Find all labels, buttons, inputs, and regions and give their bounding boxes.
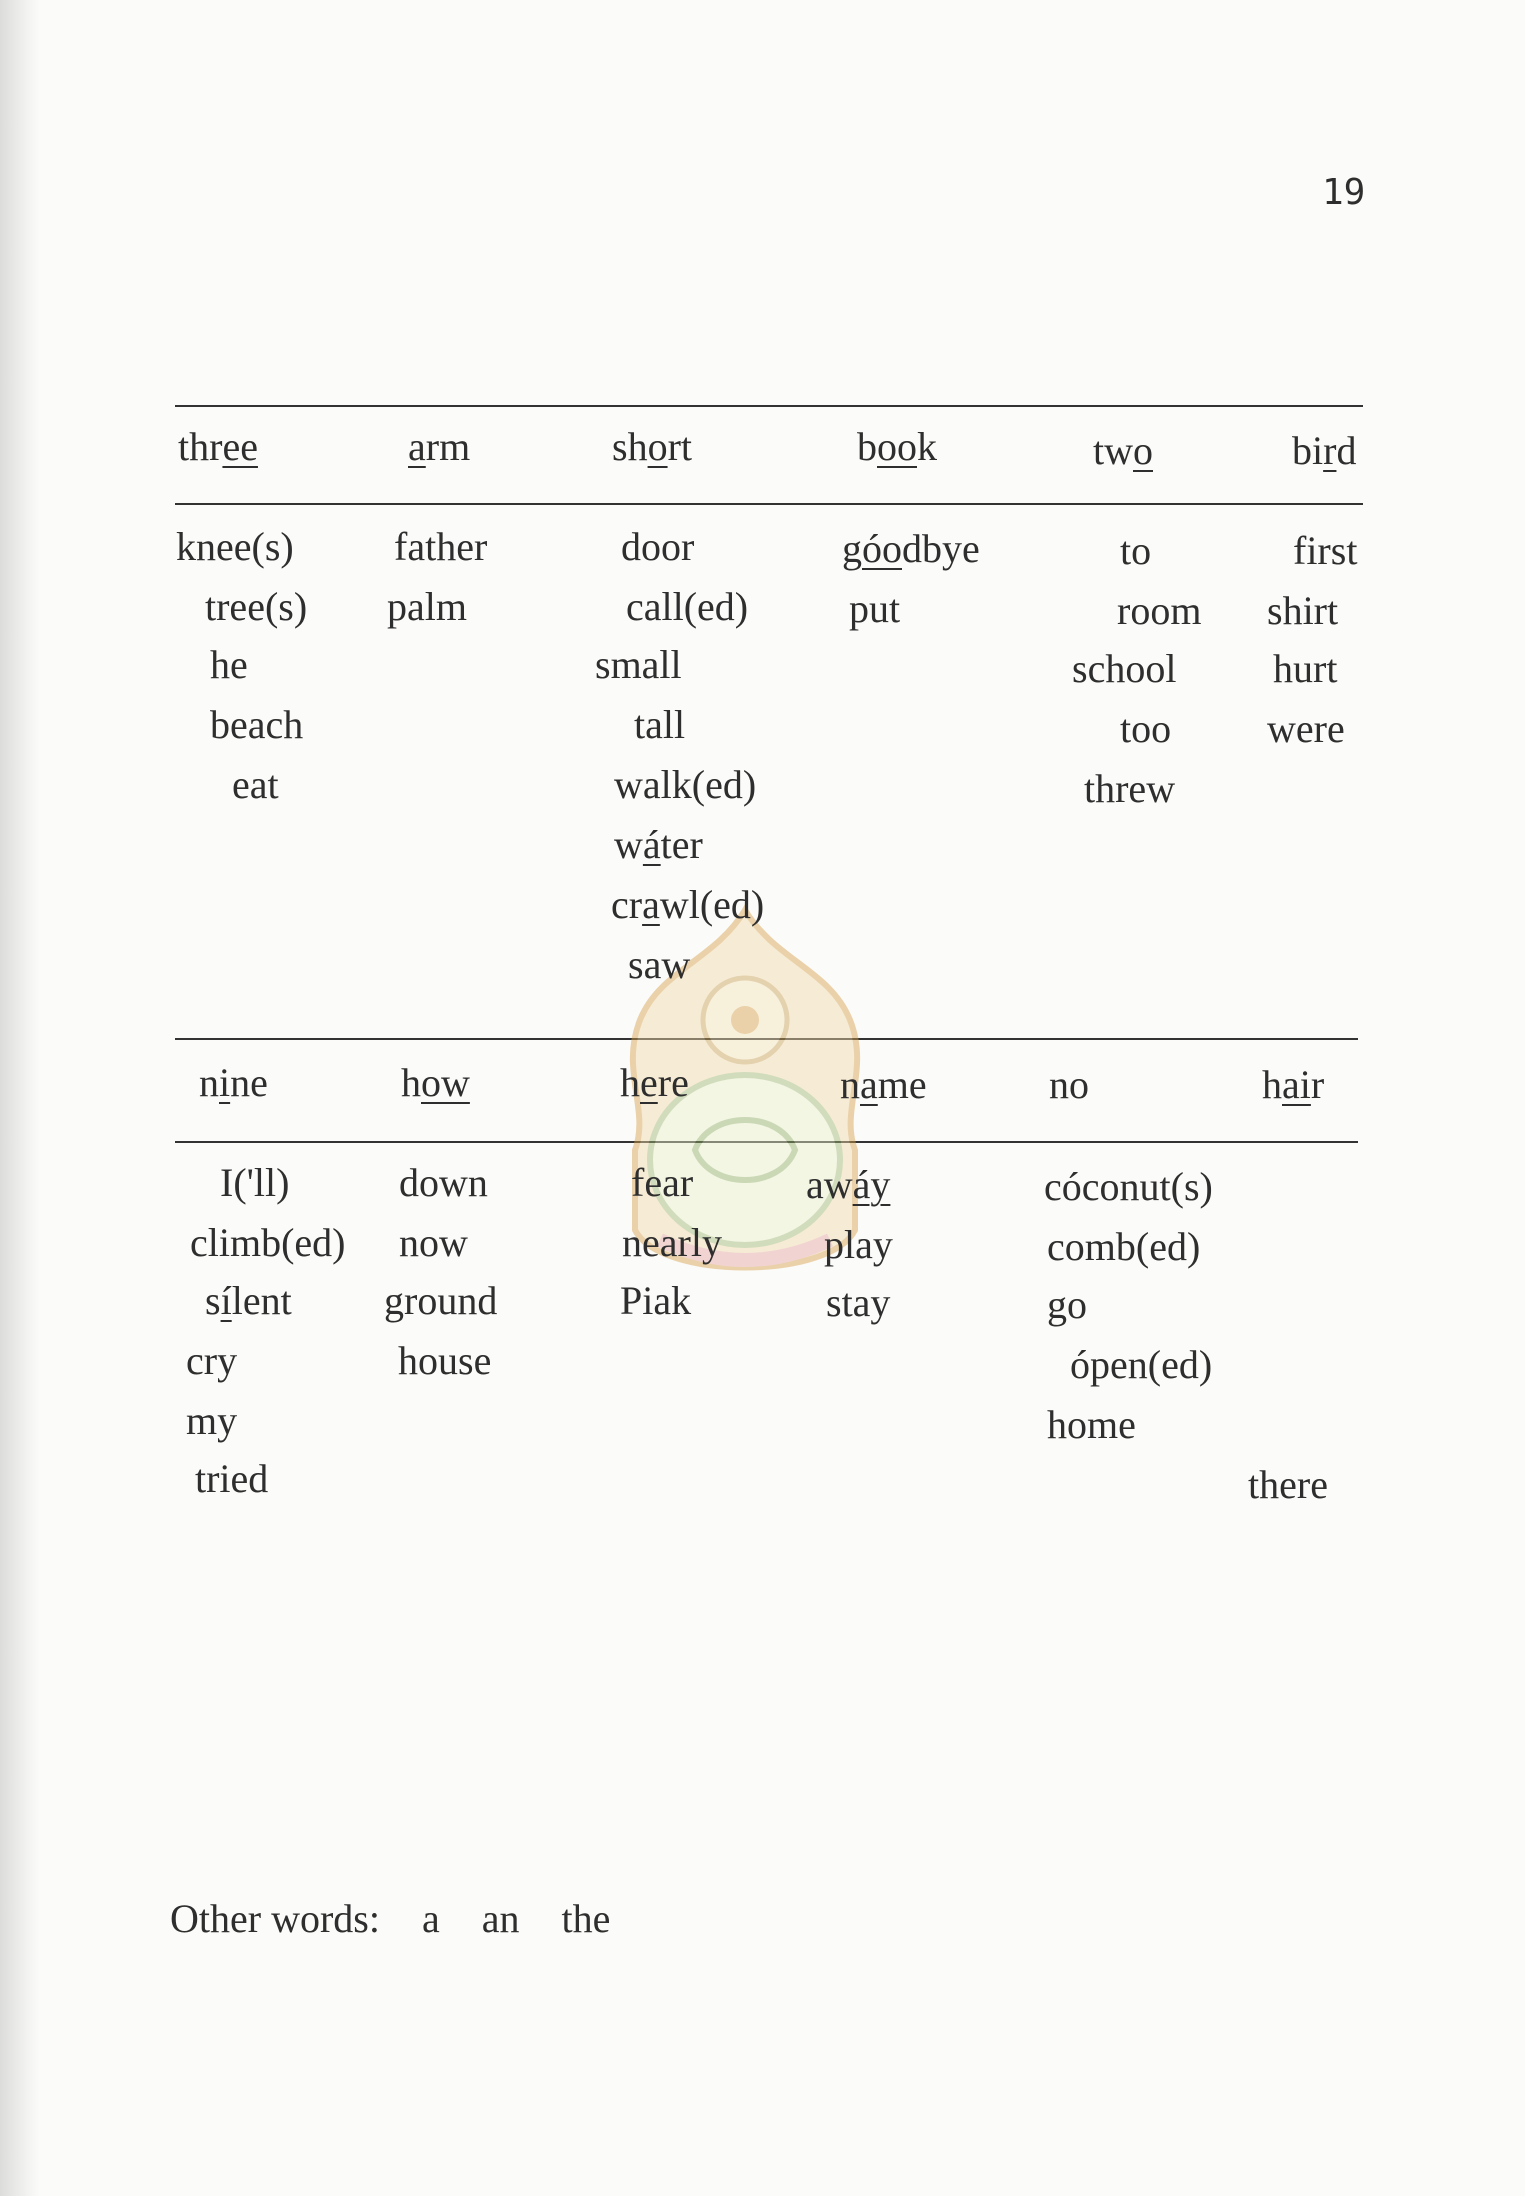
group2-header-here: here	[620, 1060, 689, 1105]
group2-header-nine: nine	[199, 1060, 268, 1105]
word-stay: stay	[826, 1280, 891, 1325]
word-room: room	[1117, 588, 1202, 633]
word-coconut: cóconut(s)	[1044, 1164, 1213, 1209]
word-nearly: nearly	[622, 1220, 722, 1265]
word-home: home	[1047, 1402, 1136, 1447]
word-go: go	[1047, 1282, 1087, 1327]
word-call: call(ed)	[626, 584, 749, 629]
group1-header-rule	[175, 503, 1363, 505]
word-to: to	[1120, 528, 1152, 573]
word-tree: tree(s)	[205, 584, 308, 629]
word-goodbye: góodbye	[842, 526, 980, 571]
group1-header-three: three	[178, 424, 258, 469]
word-father: father	[394, 524, 488, 569]
word-cry: cry	[186, 1338, 238, 1383]
group2-header-how: how	[401, 1060, 470, 1105]
other-word-the: the	[561, 1896, 611, 1941]
word-shirt: shirt	[1267, 588, 1339, 633]
word-ground: ground	[384, 1278, 498, 1323]
word-away: awáy	[806, 1162, 891, 1207]
group1-header-bird: bird	[1292, 428, 1357, 473]
word-house: house	[398, 1338, 492, 1383]
word-hurt: hurt	[1273, 646, 1338, 691]
word-silent: sílent	[205, 1278, 292, 1323]
word-were: were	[1267, 706, 1345, 751]
other-words-line	[170, 1895, 652, 1942]
group1-top-rule	[175, 405, 1363, 407]
word-crawl: crawl(ed)	[611, 882, 765, 927]
word-tried: tried	[195, 1456, 269, 1501]
word-too: too	[1120, 706, 1172, 751]
page-spine-shadow	[0, 0, 40, 2196]
word-tall: tall	[634, 702, 686, 747]
word-threw: threw	[1084, 766, 1176, 811]
word-palm: palm	[387, 584, 467, 629]
word-knee: knee(s)	[176, 524, 294, 569]
word-small: small	[595, 642, 682, 687]
word-there: there	[1248, 1462, 1328, 1507]
word-saw: saw	[628, 942, 691, 987]
word-open: ópen(ed)	[1070, 1342, 1213, 1387]
word-first: first	[1293, 528, 1358, 573]
group1-header-short: short	[612, 424, 693, 469]
word-comb: comb(ed)	[1047, 1224, 1201, 1269]
group1-header-arm: arm	[408, 424, 471, 469]
word-water: wáter	[614, 822, 703, 867]
word-piak: Piak	[620, 1278, 692, 1323]
word-now: now	[399, 1220, 468, 1265]
word-down: down	[399, 1160, 488, 1205]
group2-header-hair: hair	[1262, 1062, 1325, 1107]
group2-header-no: no	[1049, 1062, 1089, 1107]
group2-header-name: name	[840, 1062, 927, 1107]
page-number: 19	[1322, 172, 1366, 213]
word-door: door	[621, 524, 695, 569]
other-word-an: an	[481, 1896, 520, 1941]
word-school: school	[1072, 646, 1177, 691]
word-eat: eat	[232, 762, 279, 807]
word-my: my	[186, 1398, 238, 1443]
word-climb: climb(ed)	[190, 1220, 346, 1265]
word-walk: walk(ed)	[614, 762, 757, 807]
other-word-a: a	[421, 1896, 440, 1941]
word-fear: fear	[631, 1160, 694, 1205]
word-he: he	[210, 642, 248, 687]
group1-header-book: book	[857, 424, 937, 469]
word-put: put	[849, 586, 901, 631]
group1-header-two: two	[1093, 428, 1153, 473]
word-ill: I('ll)	[220, 1160, 290, 1205]
word-beach: beach	[210, 702, 304, 747]
word-play: play	[824, 1222, 893, 1267]
other-words-label: Other words:	[170, 1896, 380, 1941]
